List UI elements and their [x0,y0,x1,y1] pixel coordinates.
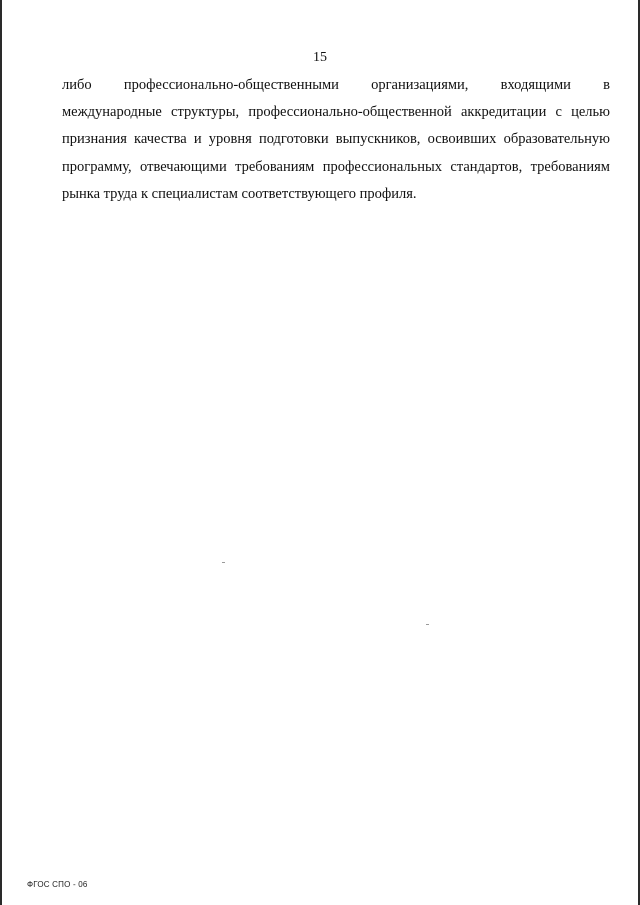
word: образовательную [503,131,610,148]
paragraph-line-2 [62,99,610,126]
word: профессионально-общественными [123,77,339,93]
paragraph-line-5: рынка труда к специалистам соответствующего профиля. [62,185,417,202]
scan-speck [426,624,429,625]
word: требованиям [235,158,315,175]
word: отвечающими [140,158,227,175]
page-number: 15 [313,50,327,65]
word: аккредитации [460,104,547,121]
paragraph-line-1 [62,72,610,99]
word: стандартов, [450,158,523,175]
word: программу, [62,158,132,175]
body-paragraph [62,72,610,208]
word: международные [62,104,162,121]
word: входящими [500,77,571,93]
paragraph-line-3 [62,126,610,153]
word: выпускников, [335,131,421,148]
word: подготовки [258,131,329,148]
word: признания [62,131,127,148]
word: целью [571,104,610,121]
word: профессиональных [322,158,443,175]
word: структуры, [171,104,240,121]
word: и [193,131,202,148]
word: с [555,104,562,121]
word: освоивших [427,131,497,148]
scan-speck [222,562,225,563]
document-footer-code: ФГОС СПО - 06 [27,880,88,889]
word: в [603,77,610,93]
word: уровня [208,131,252,148]
word: либо [62,77,92,93]
scan-left-edge [0,0,2,905]
word: организациями, [371,77,469,93]
paragraph-line-4 [62,154,610,181]
word: профессионально-общественной [248,104,452,121]
word: требованиям [530,158,610,175]
word: качества [134,131,187,148]
